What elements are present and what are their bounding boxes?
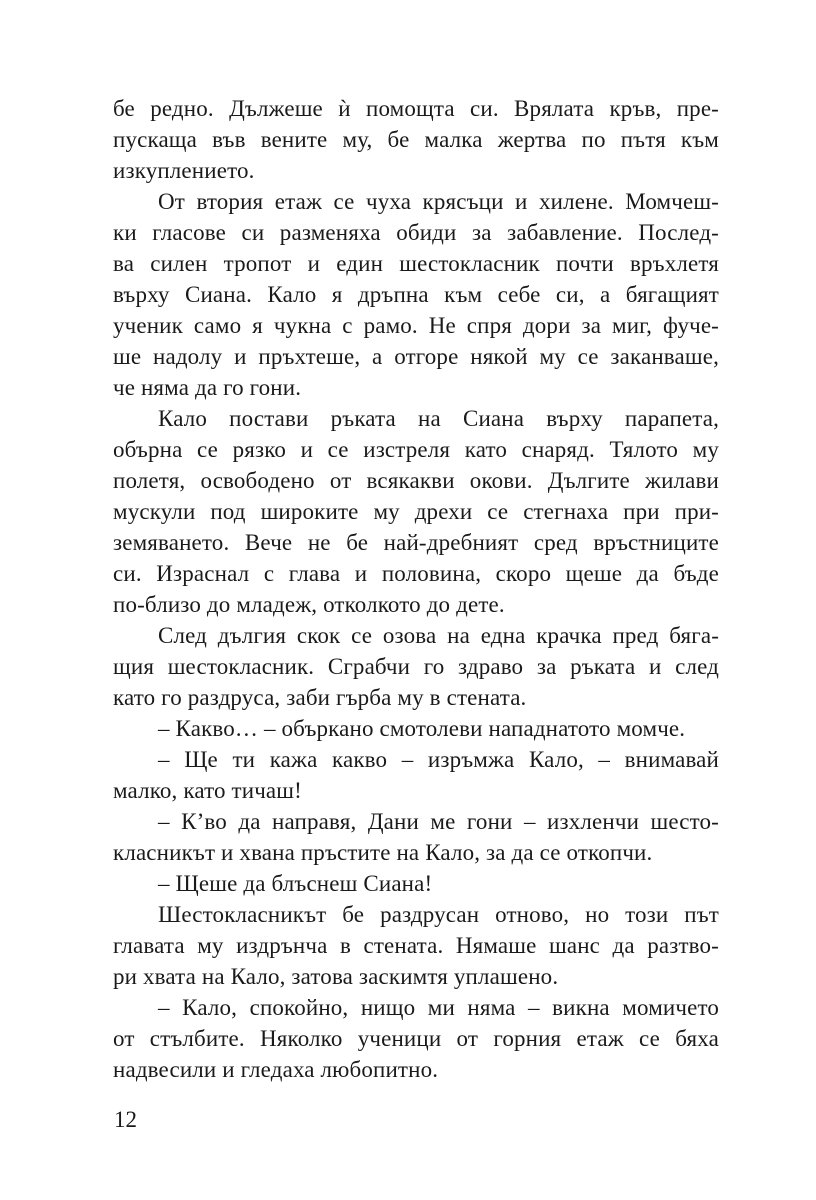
paragraph — [113, 186, 719, 403]
text-line: малко, като тичаш! — [113, 778, 302, 803]
page-text — [113, 93, 719, 1085]
text-line: главата му издрънча в стената. Нямаше шанс да разтво- — [113, 933, 719, 958]
text-line: ри хвата на Кало, затова заскимтя уплашено. — [113, 964, 559, 989]
text-line: ше надолу и пръхтеше, а отгоре някой му се заканваше, — [113, 344, 719, 369]
text-line: ученик само я чукна с рамо. Не спря дори за миг, фуче- — [113, 313, 719, 338]
text-line: – К’во да направя, Дани ме гони – изхленчи шесто- — [158, 809, 719, 834]
text-line: полетя, освободено от всякакви окови. Дългите жилави — [113, 468, 719, 493]
paragraph — [113, 713, 719, 744]
paragraph — [113, 899, 719, 992]
text-line: че няма да го гони. — [113, 375, 302, 400]
text-line: от стълбите. Няколко ученици от горния етаж се бяха — [113, 1026, 719, 1051]
text-line: надвесили и гледаха любопитно. — [113, 1057, 439, 1082]
text-line: по-близо до младеж, отколкото до дете. — [113, 592, 505, 617]
paragraph — [113, 868, 719, 899]
text-line: Кало постави ръката на Сиана върху парапета, — [158, 406, 719, 431]
text-line: – Щеше да блъснеш Сиана! — [158, 871, 433, 896]
paragraph — [113, 806, 719, 868]
paragraph — [113, 620, 719, 713]
paragraph — [113, 992, 719, 1085]
text-line: класникът и хвана пръстите на Кало, за да се откопчи. — [113, 840, 653, 865]
text-line: щия шестокласник. Сграбчи го здраво за ръката и след — [113, 654, 719, 679]
text-line: обърна се рязко и се изстреля като снаряд. Тялото му — [113, 437, 719, 462]
text-line: От втория етаж се чуха крясъци и хилене. Момчеш- — [158, 189, 719, 214]
text-line: като го раздруса, заби гърба му в стената. — [113, 685, 527, 710]
text-line: мускули под широките му дрехи се стегнаха при при- — [113, 499, 719, 524]
text-line: Шестокласникът бе раздрусан отново, но този път — [158, 902, 719, 927]
text-line: изкуплението. — [113, 158, 255, 183]
text-line: – Ще ти кажа какво – изръмжа Кало, – внимавай — [158, 747, 719, 772]
text-line: пускаща във вените му, бе малка жертва по пътя към — [113, 127, 719, 152]
text-line: След дългия скок се озова на една крачка пред бяга- — [158, 623, 719, 648]
text-line: земяването. Вече не бе най-дребният сред връстниците — [113, 530, 719, 555]
text-line: – Какво… – объркано смотолеви нападнатото момче. — [158, 716, 686, 741]
text-line: ва силен тропот и един шестокласник почти връхлетя — [113, 251, 719, 276]
text-line: бе редно. Дължеше ѝ помощта си. Врялата кръв, пре- — [113, 96, 719, 121]
text-line: ки гласове си разменяха обиди за забавление. Послед- — [113, 220, 719, 245]
text-line: си. Израснал с глава и половина, скоро щеше да бъде — [113, 561, 719, 586]
text-line: върху Сиана. Кало я дръпна към себе си, а бягащият — [113, 282, 719, 307]
paragraph — [113, 93, 719, 186]
text-line: – Кало, спокойно, нищо ми няма – викна момичето — [158, 995, 719, 1020]
page-number: 12 — [114, 1107, 137, 1132]
paragraph — [113, 744, 719, 806]
paragraph — [113, 403, 719, 620]
